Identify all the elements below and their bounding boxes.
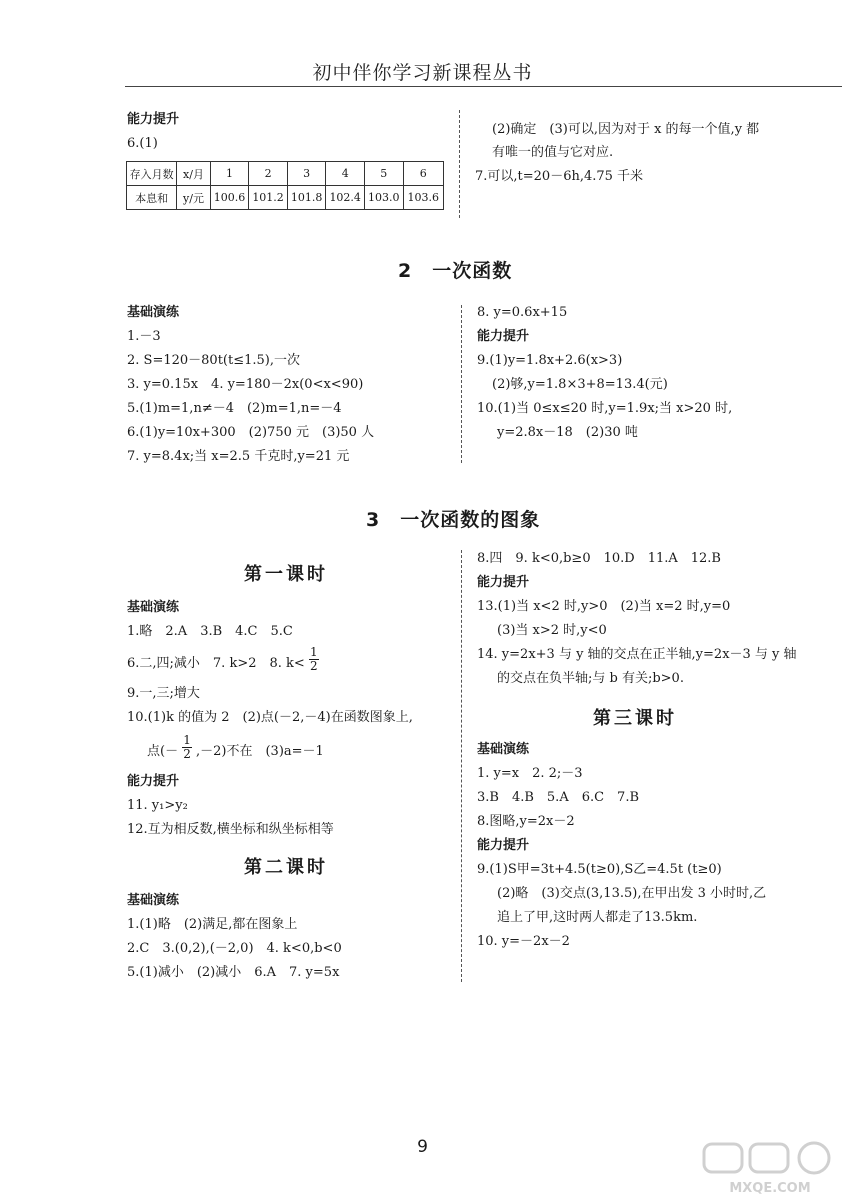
table-cell: x/月	[177, 162, 210, 186]
text-line: 10. y=－2x－2	[477, 934, 570, 949]
text-line: 13.(1)当 x<2 时,y>0 (2)当 x=2 时,y=0	[477, 599, 731, 614]
table-cell: 4	[326, 162, 365, 186]
table-cell: 存入月数	[127, 162, 177, 186]
header-rule	[125, 86, 842, 87]
column-divider	[461, 550, 462, 982]
table-cell: 103.6	[403, 186, 443, 210]
text-line: 3. y=0.15x 4. y=180－2x(0<x<90)	[127, 377, 364, 392]
text-line: 10.(1)当 0≤x≤20 时,y=1.9x;当 x>20 时,	[477, 401, 733, 416]
lesson-title: 第一课时	[244, 564, 328, 585]
top-heading: 能力提升	[127, 112, 180, 127]
text-line: 追上了甲,这时两人都走了13.5km.	[497, 910, 698, 925]
section-heading: 基础演练	[477, 742, 530, 757]
table-cell: 101.8	[287, 186, 326, 210]
table-cell: 102.4	[326, 186, 365, 210]
table-cell: 1	[210, 162, 249, 186]
table-row	[127, 162, 444, 186]
column-divider	[461, 305, 462, 463]
section-heading: 基础演练	[127, 600, 180, 615]
text-line: 1.(1)略 (2)满足,都在图象上	[127, 917, 298, 932]
text-line: y=2.8x－18 (2)30 吨	[497, 425, 638, 440]
section-heading: 基础演练	[127, 305, 180, 320]
fraction	[309, 646, 319, 673]
text-line: 2.C 3.(0,2),(－2,0) 4. k<0,b<0	[127, 941, 342, 956]
fraction	[182, 734, 192, 761]
lesson-title: 第二课时	[244, 857, 328, 878]
text-line: 1. y=x 2. 2;－3	[477, 766, 583, 781]
text-line: (3)当 x>2 时,y<0	[497, 623, 607, 638]
table-cell: 2	[249, 162, 288, 186]
table-cell: 103.0	[364, 186, 403, 210]
section-heading: 能力提升	[477, 838, 530, 853]
text-line: 1.－3	[127, 329, 161, 344]
fraction-denominator: 2	[183, 747, 191, 761]
text-segment: 点(－	[147, 744, 179, 759]
page-number: 9	[417, 1137, 428, 1157]
text-line: 3.B 4.B 5.A 6.C 7.B	[477, 790, 640, 805]
text-line: 5.(1)减小 (2)减小 6.A 7. y=5x	[127, 965, 340, 980]
lesson-title: 第三课时	[593, 708, 677, 729]
section-heading: 能力提升	[477, 329, 530, 344]
table-row	[127, 186, 444, 210]
section-heading: 能力提升	[477, 575, 530, 590]
table-cell: 本息和	[127, 186, 177, 210]
table-cell: 5	[364, 162, 403, 186]
text-line	[127, 645, 319, 673]
text-line: 的交点在负半轴;与 b 有关;b>0.	[497, 671, 684, 686]
text-line: 11. y₁>y₂	[127, 798, 188, 813]
text-line: 6.(1)y=10x+300 (2)750 元 (3)50 人	[127, 425, 375, 440]
table-cell: 3	[287, 162, 326, 186]
table-cell: 101.2	[249, 186, 288, 210]
running-header: 初中伴你学习新课程丛书	[312, 62, 533, 84]
watermark-text: MXQE.COM	[729, 1181, 811, 1196]
text-line: (2)够,y=1.8×3+8=13.4(元)	[492, 377, 668, 392]
text-line: 5.(1)m=1,n≠－4 (2)m=1,n=－4	[127, 401, 342, 416]
text-line: 7.可以,t=20－6h,4.75 千米	[475, 169, 644, 184]
text-line: 8. y=0.6x+15	[477, 305, 568, 320]
text-line: (2)略 (3)交点(3,13.5),在甲出发 3 小时时,乙	[497, 886, 767, 901]
q6-label: 6.(1)	[127, 136, 158, 151]
fraction-denominator: 2	[309, 659, 318, 673]
text-line: 12.互为相反数,横坐标和纵坐标相等	[127, 822, 334, 837]
watermark-logo	[700, 1140, 840, 1198]
text-line: 9.(1)S甲=3t+4.5(t≥0),S乙=4.5t (t≥0)	[477, 862, 722, 877]
text-segment: ,－2)不在 (3)a=－1	[196, 744, 324, 759]
table-cell: 100.6	[210, 186, 249, 210]
section-heading: 基础演练	[127, 893, 180, 908]
text-line: 有唯一的值与它对应.	[492, 145, 614, 160]
text-line: 8.图略,y=2x－2	[477, 814, 575, 829]
deposit-table	[126, 161, 444, 210]
text-line: 9.一,三;增大	[127, 686, 200, 701]
text-line: 8.四 9. k<0,b≥0 10.D 11.A 12.B	[477, 551, 721, 566]
text-line: 1.略 2.A 3.B 4.C 5.C	[127, 624, 293, 639]
fraction-numerator: 1	[183, 733, 191, 747]
text-line	[147, 733, 324, 761]
text-line: 7. y=8.4x;当 x=2.5 千克时,y=21 元	[127, 449, 350, 464]
text-segment: 6.二,四;减小 7. k>2 8. k<	[127, 656, 305, 671]
section-title: 2 一次函数	[398, 260, 513, 282]
text-line: 2. S=120－80t(t≤1.5),一次	[127, 353, 300, 368]
text-line: 14. y=2x+3 与 y 轴的交点在正半轴,y=2x－3 与 y 轴	[477, 647, 797, 662]
column-divider	[459, 110, 460, 218]
fraction-numerator: 1	[309, 645, 318, 659]
table-cell: y/元	[177, 186, 210, 210]
table-cell: 6	[403, 162, 443, 186]
section-title: 3 一次函数的图象	[366, 509, 541, 531]
text-line: 9.(1)y=1.8x+2.6(x>3)	[477, 353, 623, 368]
section-heading: 能力提升	[127, 774, 180, 789]
text-line: (2)确定 (3)可以,因为对于 x 的每一个值,y 都	[492, 122, 760, 137]
text-line: 10.(1)k 的值为 2 (2)点(－2,－4)在函数图象上,	[127, 710, 413, 725]
